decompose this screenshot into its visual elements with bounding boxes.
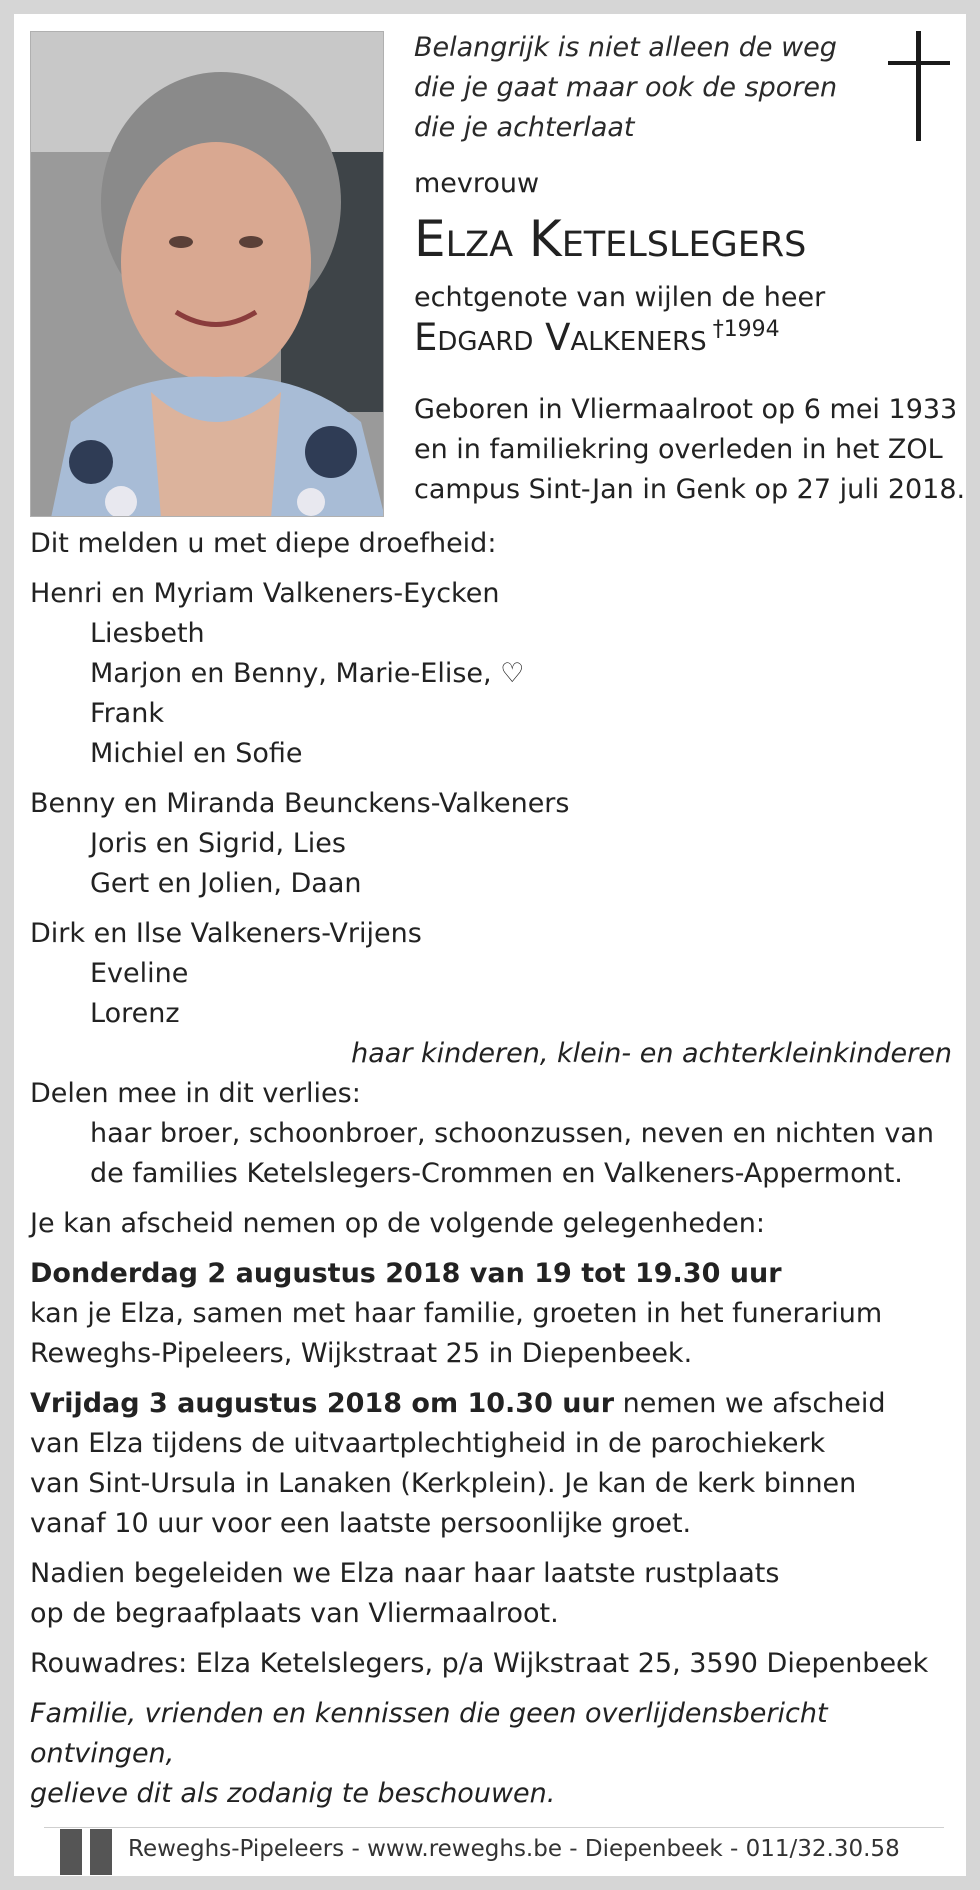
spouse-intro: echtgenote van wijlen de heer xyxy=(414,282,826,313)
obituary-body xyxy=(30,524,960,1814)
opening-quote xyxy=(414,28,837,148)
family-member: Lorenz xyxy=(90,998,180,1029)
announcement: Dit melden u met diepe droefheid: xyxy=(30,528,497,559)
farewell-intro: Je kan afscheid nemen op de volgende gelegenheden: xyxy=(30,1208,765,1239)
closing-line: gelieve dit als zodanig te beschouwen. xyxy=(30,1778,556,1809)
family-head: Dirk en Ilse Valkeners-Vrijens xyxy=(30,918,422,949)
birth-line: en in familiekring overleden in het ZOL xyxy=(414,434,943,465)
title-pre: mevrouw xyxy=(414,168,540,199)
event2-first-text: nemen we afscheid xyxy=(614,1388,886,1419)
family-member: Eveline xyxy=(90,958,189,989)
kids-label: haar kinderen, klein- en achterkleinkinderen xyxy=(351,1038,952,1069)
event2-first-line xyxy=(30,1384,960,1424)
spouse-name-text: Edgard Valkeners xyxy=(414,316,707,359)
family-head: Henri en Myriam Valkeners-Eycken xyxy=(30,578,500,609)
burial-line: op de begraafplaats van Vliermaalroot. xyxy=(30,1598,559,1629)
family-member: Michiel en Sofie xyxy=(90,738,303,769)
closing-line: Familie, vrienden en kennissen die geen overlijdensbericht ontvingen, xyxy=(30,1698,828,1769)
burial-line: Nadien begeleiden we Elza naar haar laatste rustplaats xyxy=(30,1558,780,1589)
quote-line: Belangrijk is niet alleen de weg xyxy=(414,32,837,63)
cross-icon xyxy=(888,31,952,145)
portrait-photo xyxy=(30,31,384,517)
quote-line: die je achterlaat xyxy=(414,112,635,143)
funeral-home-footer xyxy=(44,1827,944,1876)
event2-line: van Sint-Ursula in Lanaken (Kerkplein). Je kan de kerk binnen xyxy=(30,1468,857,1499)
funeral-home-contact: Reweghs-Pipeleers - www.reweghs.be - Diepenbeek - 011/32.30.58 xyxy=(128,1836,900,1862)
family-member: Gert en Jolien, Daan xyxy=(90,868,362,899)
event2-title: Vrijdag 3 augustus 2018 om 10.30 uur xyxy=(30,1388,615,1419)
family-head: Benny en Miranda Beunckens-Valkeners xyxy=(30,788,570,819)
funeral-home-logo-icon xyxy=(58,1829,116,1879)
family-member: Joris en Sigrid, Lies xyxy=(90,828,346,859)
event1-title: Donderdag 2 augustus 2018 van 19 tot 19.30 uur xyxy=(30,1258,782,1289)
event2-line: van Elza tijdens de uitvaartplechtigheid in de parochiekerk xyxy=(30,1428,826,1459)
share-line: de families Ketelslegers-Crommen en Valkeners-Appermont. xyxy=(90,1158,903,1189)
obituary-card xyxy=(14,14,966,1876)
event2-line: vanaf 10 uur voor een laatste persoonlijke groet. xyxy=(30,1508,692,1539)
family-member: Frank xyxy=(90,698,164,729)
quote-line: die je gaat maar ook de sporen xyxy=(414,72,838,103)
birth-line: campus Sint-Jan in Genk op 27 juli 2018. xyxy=(414,474,966,505)
spouse-name xyxy=(414,316,780,359)
birth-death-info xyxy=(414,390,965,510)
mourning-address: Rouwadres: Elza Ketelslegers, p/a Wijkstraat 25, 3590 Diepenbeek xyxy=(30,1648,929,1679)
family-member: Marjon en Benny, Marie-Elise, ♡ xyxy=(90,658,525,689)
event1-line: kan je Elza, samen met haar familie, groeten in het funerarium xyxy=(30,1298,883,1329)
family-member: Liesbeth xyxy=(90,618,205,649)
spouse-death-year: †1994 xyxy=(712,317,780,342)
event1-line: Reweghs-Pipeleers, Wijkstraat 25 in Diepenbeek. xyxy=(30,1338,693,1369)
deceased-name: Elza Ketelslegers xyxy=(414,210,807,268)
birth-line: Geboren in Vliermaalroot op 6 mei 1933 xyxy=(414,394,958,425)
share-intro: Delen mee in dit verlies: xyxy=(30,1078,361,1109)
share-line: haar broer, schoonbroer, schoonzussen, neven en nichten van xyxy=(90,1118,935,1149)
